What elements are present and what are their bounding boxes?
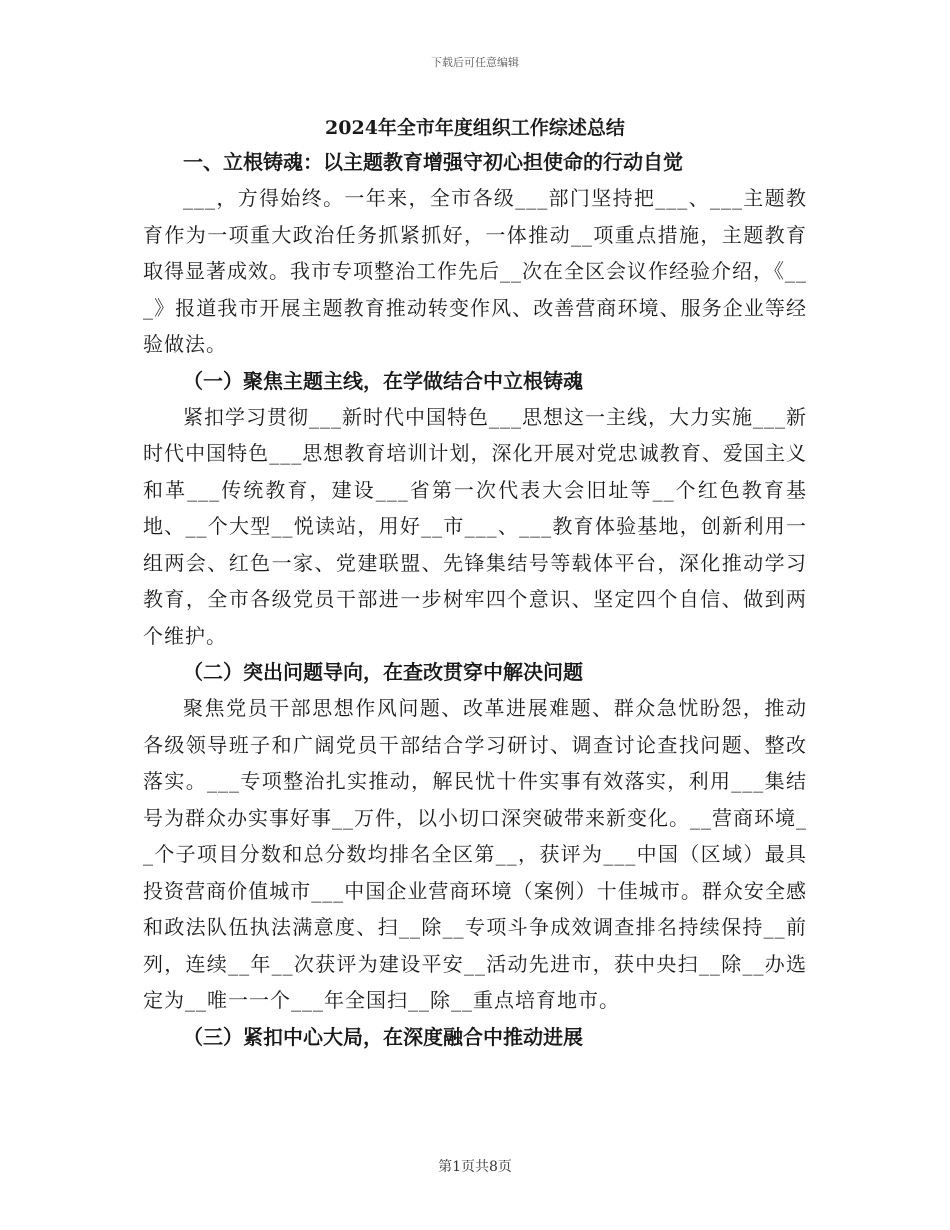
subsection-3-heading: （三）紧扣中心大局，在深度融合中推动进展 bbox=[183, 1024, 583, 1049]
document-title: 2024年全市年度组织工作综述总结 bbox=[325, 117, 625, 139]
document-body bbox=[143, 112, 807, 1055]
subsection-1-paragraph: 紧扣学习贯彻___新时代中国特色___思想这一主线，大力实施___新时代中国特色___思想教育培训计划，深化开展对党忠诚教育、爱国主义和革___传统教育，建设___省第一次代表大会旧址等__个红色教育基地、__个大型__悦读站，用好__市___、___教育体验基地，创新利用一组两会、红色一家、党建联盟、先锋集结号等载体平台，深化推动学习教育，全市各级党员干部进一步树牢四个意识、坚定四个自信、做到两个维护。 bbox=[143, 404, 807, 648]
subsection-2-heading: （二）突出问题导向，在查改贯穿中解决问题 bbox=[183, 660, 583, 684]
subsection-1-heading: （一）聚焦主题主线，在学做结合中立根铸魂 bbox=[183, 368, 583, 393]
section-1-heading: 一、立根铸魂：以主题教育增强守初心担使命的行动自觉 bbox=[183, 150, 683, 174]
section-1-paragraph: ___，方得始终。一年来，全市各级___部门坚持把___、___主题教育作为一项重大政治任务抓紧抓好，一体推动__项重点措施，主题教育取得显著成效。我市专项整治工作先后__次在全区会议作经验介绍，《___》报道我市开展主题教育推动转变作风、改善营商环境、服务企业等经验做法。 bbox=[143, 186, 807, 356]
subsection-2-paragraph: 聚焦党员干部思想作风问题、改革进展难题、群众急忧盼怨，推动各级领导班子和广阔党员干部结合学习研讨、调查讨论查找问题、整改落实。___专项整治扎实推动，解民忧十件实事有效落实，利用___集结号为群众办实事好事__万件，以小切口深突破带来新变化。__营商环境__个子项目分数和总分数均排名全区第__，获评为___中国（区域）最具投资营商价值城市___中国企业营商环境（案例）十佳城市。群众安全感和政法队伍执法满意度、扫__除__专项斗争成效调查排名持续保持__前列，连续__年__次获评为建设平安__活动先进市，获中央扫__除__办选定为__唯一一个___年全国扫__除__重点培育地市。 bbox=[143, 696, 807, 1012]
page-header-note: 下载后可任意编辑 bbox=[431, 56, 519, 69]
page-number-footer: 第1页共8页 bbox=[438, 1159, 512, 1175]
